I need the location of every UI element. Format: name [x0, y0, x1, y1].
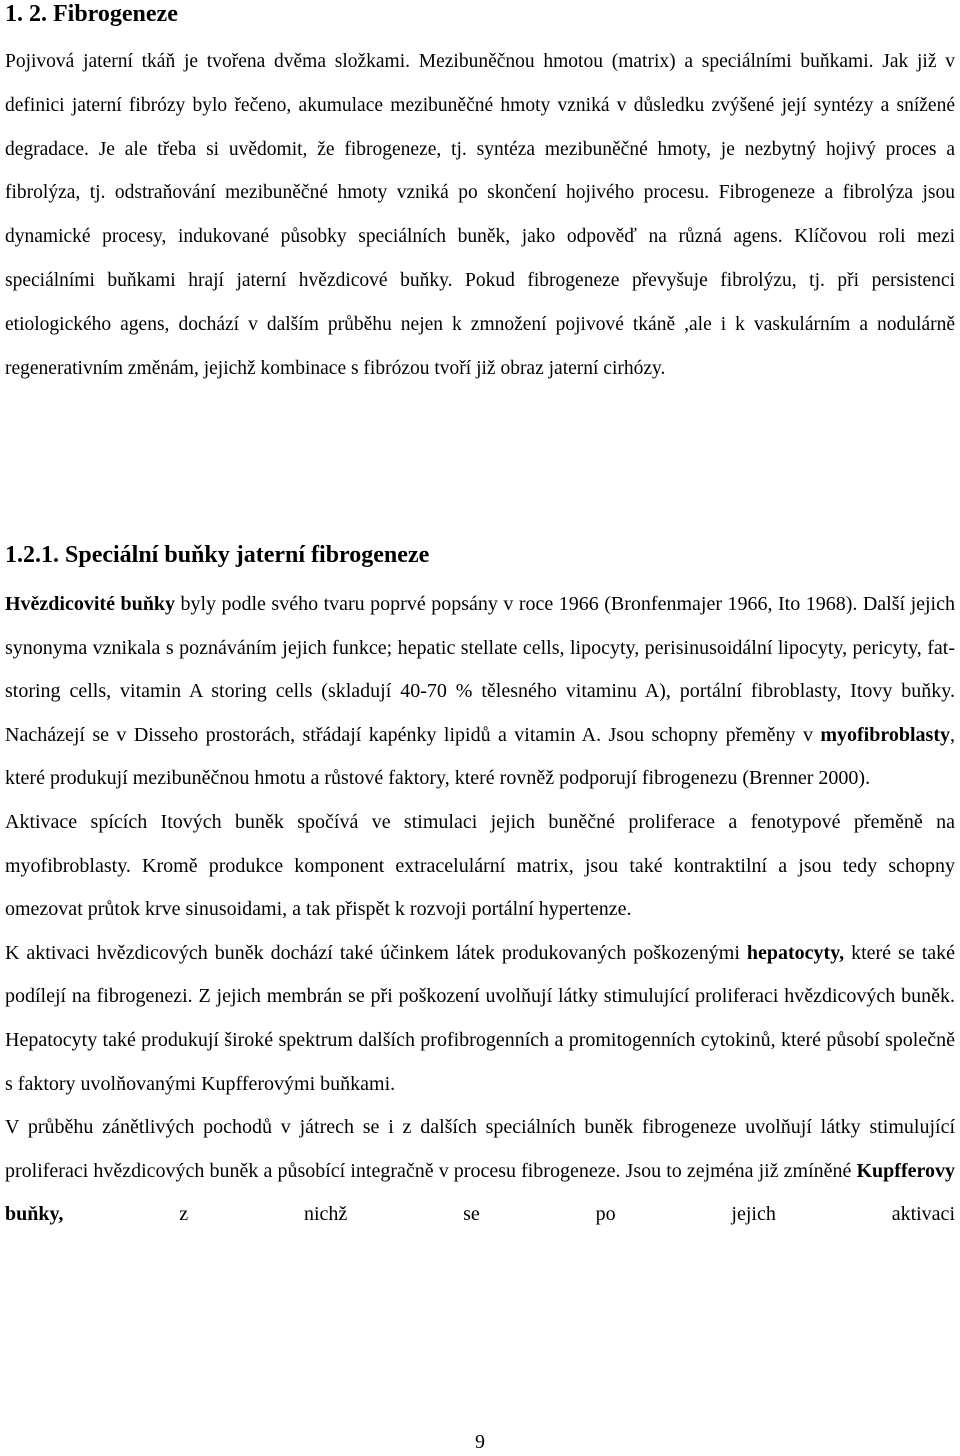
paragraph-fibrogeneze-intro: Pojivová jaterní tkáň je tvořena dvěma složkami. Mezibuněčnou hmotou (matrix) a speciálními buňkami. Jak již v definici jaterní fibrózy bylo řečeno, akumulace mezibuněčné hmoty vzniká v důsledku zvýšené její syntézy a snížené degradace. Je ale třeba si uvědomit, že fibrogeneze, tj. syntéza mezibuněčné hmoty, je nezbytný hojivý proces a fibrolýza, tj. odstraňování mezibuněčné hmoty vzniká po skončení hojivého procesu. Fibrogeneze a fibrolýza jsou dynamické procesy, indukované působky speciálních buněk, jako odpověď na různá agens. Klíčovou roli mezi speciálními buňkami hrají jaterní hvězdicové buňky. Pokud fibrogeneze převyšuje fibrolýzu, tj. při persistenci etiologického agens, dochází v dalším průběhu nejen k zmnožení pojivové tkáně ,ale i k vaskulárním a nodulárně regenerativním změnám, jejichž kombinace s fibrózou tvoří již obraz jaterní cirhózy. — [5, 51, 955, 379]
paragraph-kupffer — [5, 1106, 955, 1237]
text-run: které se také podílejí na fibrogenezi. Z jejich membrán se při poškození uvolňují látky stimulující proliferaci hvězdicových buněk. Hepatocyty také produkují široké spektrum dalších profibrogenních a promitogenních cytokinů, které působí společně s faktory uvolňovanými Kupfferovými buňkami. — [5, 941, 955, 1095]
bold-term-kupffer: Kupfferovy buňky, — [5, 1159, 955, 1226]
bold-term-myofibroblasts: myofibroblasty — [820, 723, 950, 746]
page-number: 9 — [475, 1431, 485, 1453]
paragraph-hepatocytes — [5, 932, 955, 1106]
section-heading: 1. 2. Fibrogeneze — [5, 1, 178, 27]
text-run: K aktivaci hvězdicových buněk dochází také účinkem látek produkovaných poškozenými — [5, 941, 747, 964]
subsection-heading: 1.2.1. Speciální buňky jaterní fibrogeneze — [5, 542, 430, 568]
text-run: byly podle svého tvaru poprvé popsány v roce 1966 (Bronfenmajer 1966, Ito 1968). Další jejich synonyma vznikala s poznáváním jejich funkce; hepatic stellate cells, lipocyty, perisinusoidální lipocyty, pericyty, fat-storing cells, vitamin A storing cells (skladují 40-70 % tělesného vitaminu A), portální fibroblasty, Itovy buňky. Nacházejí se v Disseho prostorách, střádají kapénky lipidů a vitamin A. Jsou schopny přeměny v — [5, 593, 955, 746]
bold-term-hepatocytes: hepatocyty, — [746, 941, 845, 964]
subsection-body — [5, 583, 955, 1237]
paragraph-activation: Aktivace spících Itových buněk spočívá ve stimulaci jejich buněčné proliferace a fenotypové přeměně na myofibroblasty. Kromě produkce komponent extracelulární matrix, jsou také kontraktilní a jsou tedy schopny omezovat průtok krve sinusoidami, a tak přispět k rozvoji portální hypertenze. — [5, 810, 955, 921]
text-run: , které produkují mezibuněčnou hmotu a růstové faktory, které rovněž podporují fibrogenezu (Brenner 2000). — [5, 723, 955, 790]
bold-term-stellate: Hvězdicovité buňky — [5, 593, 175, 615]
paragraph-stellate-cells — [5, 583, 955, 801]
text-run: V průběhu zánětlivých pochodů v játrech se i z dalších speciálních buněk fibrogeneze uvolňují látky stimulující proliferaci hvězdicových buněk a působící integračně v procesu fibrogeneze. Jsou to zejména již zmíněné — [5, 1116, 955, 1182]
text-run: z nichž se po jejich aktivaci — [63, 1203, 955, 1226]
